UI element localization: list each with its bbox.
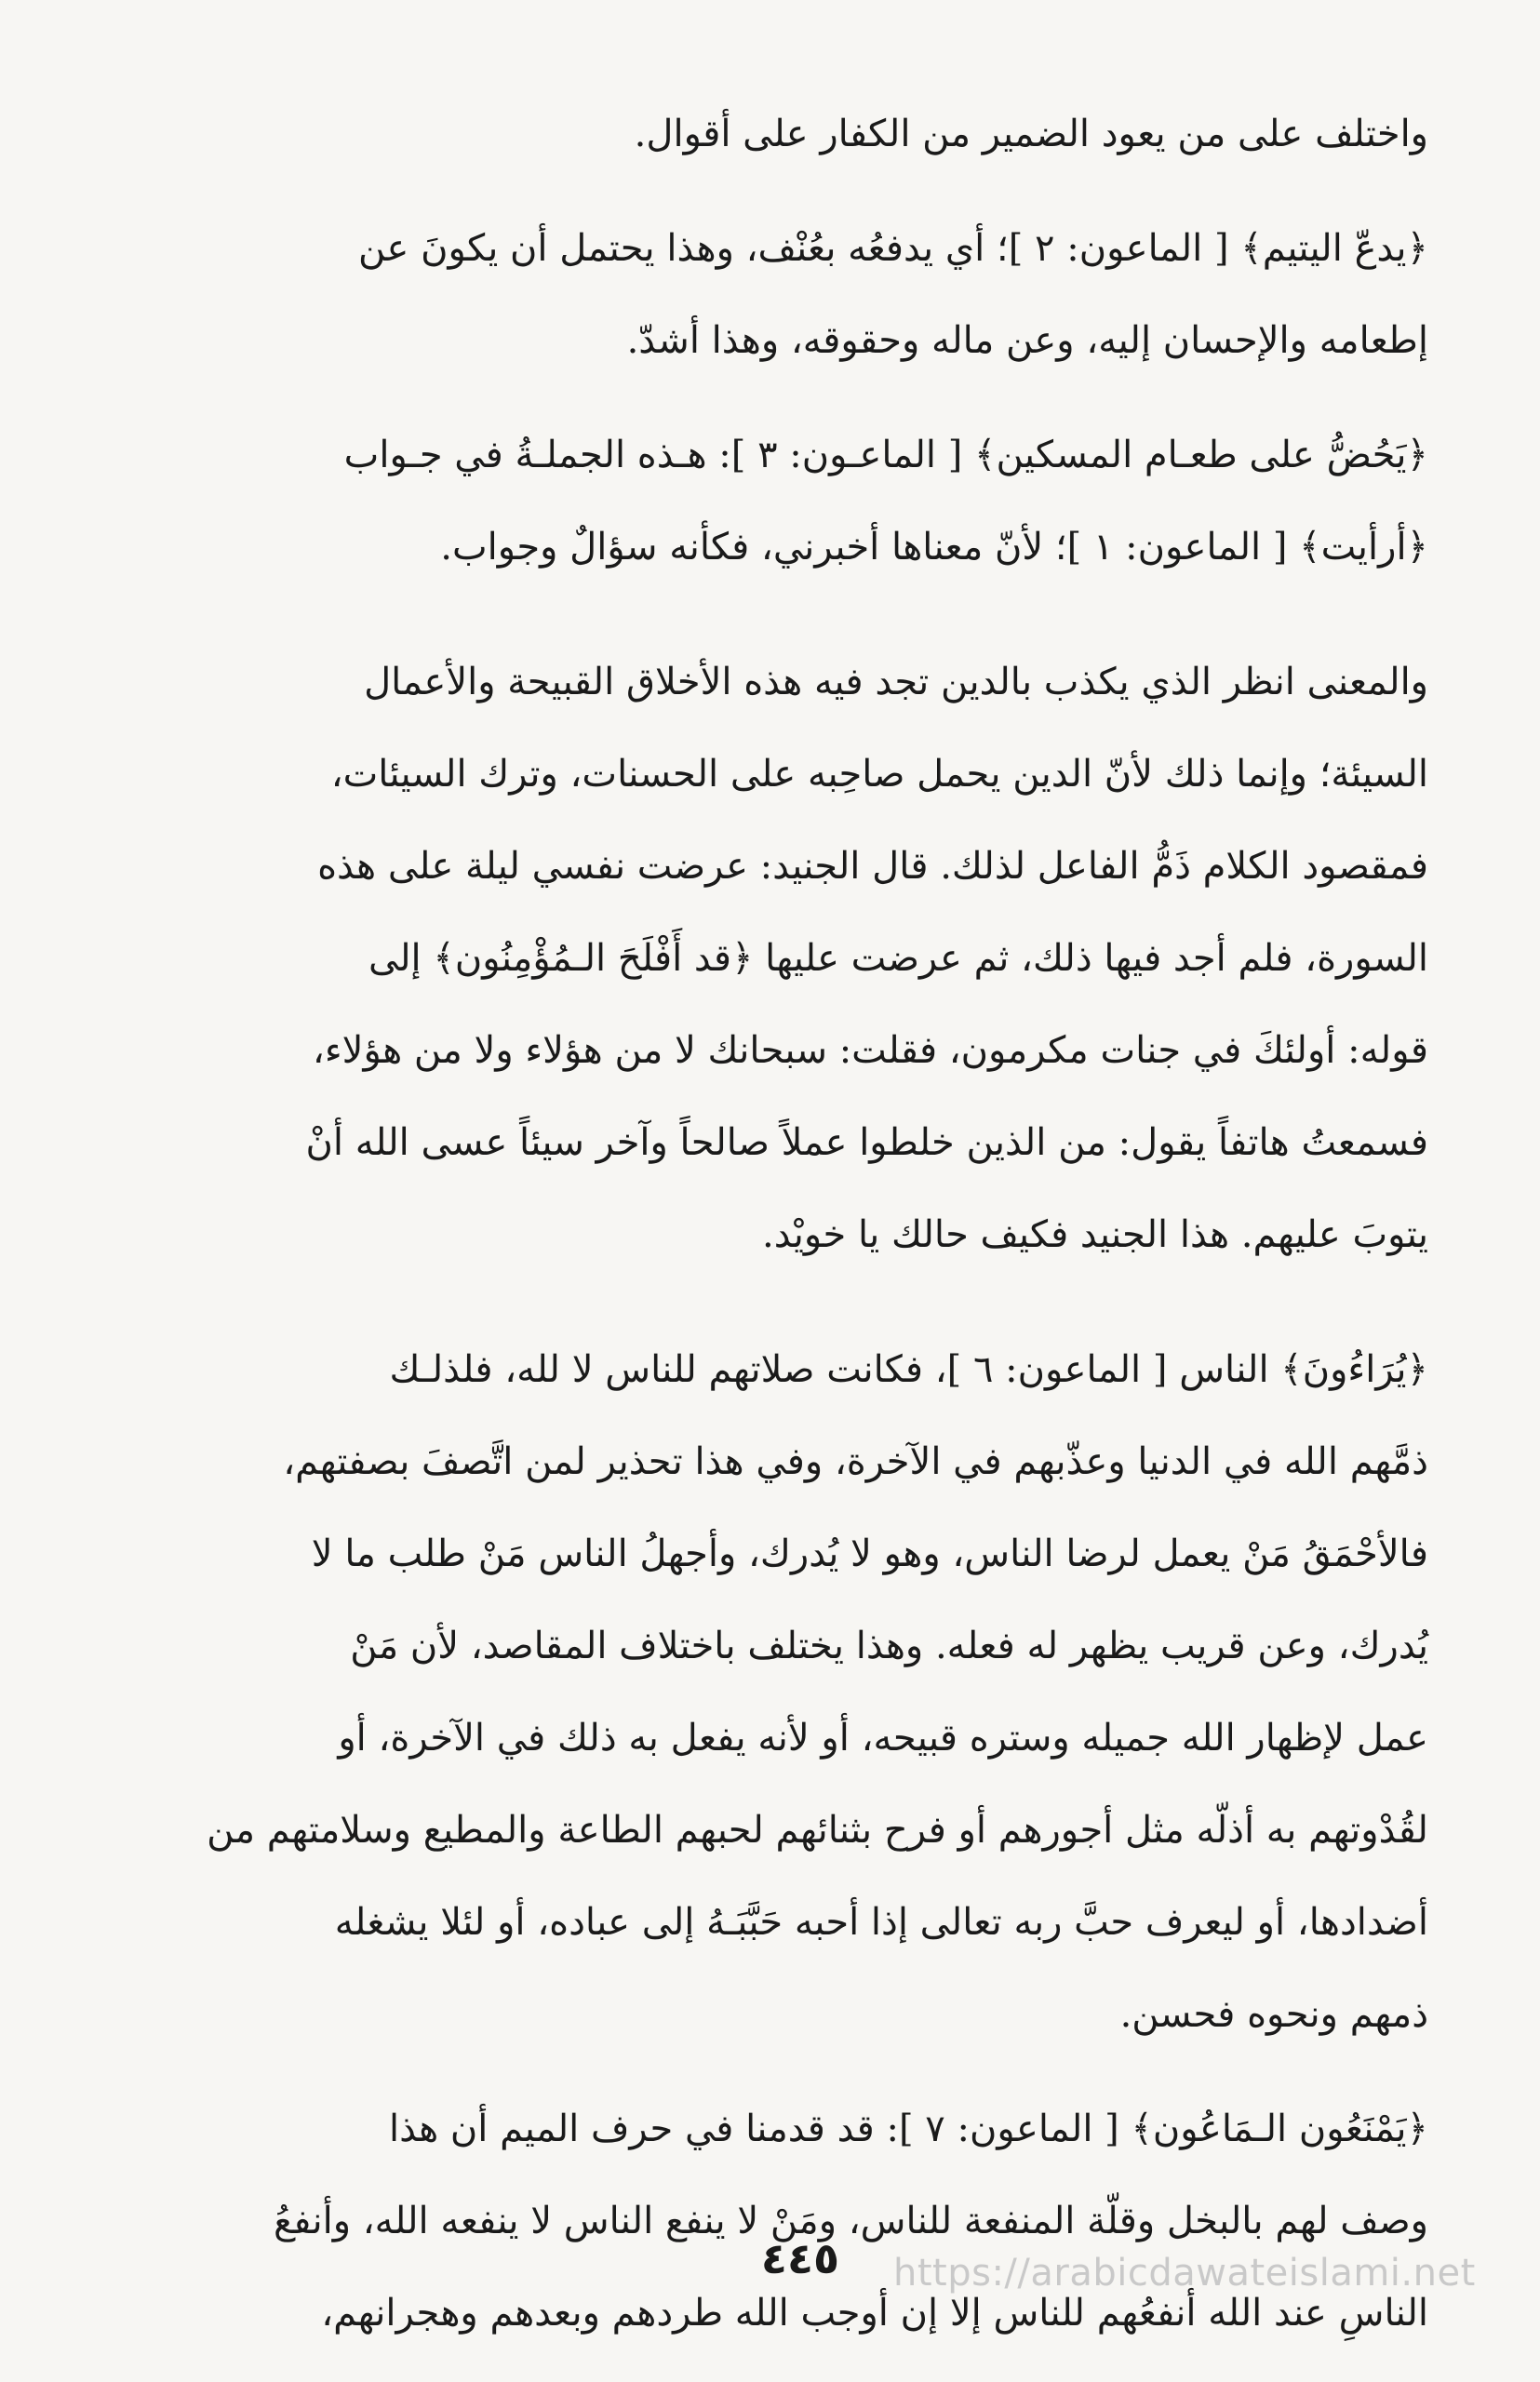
text-line: إطعامه والإحسان إليه، وعن ماله وحقوقه، وهذا أشدّ.	[626, 319, 1428, 362]
text-line: واختلف على من يعود الضمير من الكفار على أقوال.	[634, 113, 1428, 155]
text-line: ﴿يدعّ اليتيم﴾ [ الماعون: ٢ ]؛ أي يدفعُه بعُنْف، وهذا يحتمل أن يكونَ عن	[358, 227, 1428, 270]
text-line: ذمَّهم الله في الدنيا وعذّبهم في الآخرة، وفي هذا تحذير لمن اتَّصفَ بصفتهم،	[283, 1440, 1428, 1483]
text-line: السورة، فلم أجد فيها ذلك، ثم عرضت عليها ﴿قد أَفْلَحَ الـمُؤْمِنُون﴾ إلى	[368, 937, 1428, 980]
text-line: يُدرك، وعن قريب يظهر له فعله. وهذا يختلف باختلاف المقاصد، لأن مَنْ	[350, 1625, 1428, 1667]
paragraph-4	[116, 636, 1428, 1281]
text-line: السيئة؛ وإنما ذلك لأنّ الدين يحمل صاحِبه على الحسنات، وترك السيئات،	[330, 753, 1428, 796]
text-line: والمعنى انظر الذي يكذب بالدين تجد فيه هذه الأخلاق القبيحة والأعمال	[364, 661, 1428, 703]
text-line: فمقصود الكلام ذَمُّ الفاعل لذلك. قال الجنيد: عرضت نفسي ليلة على هذه	[317, 845, 1428, 888]
text-line: فالأحْمَقُ مَنْ يعمل لرضا الناس، وهو لا يُدرك، وأجهلُ الناس مَنْ طلب ما لا	[311, 1532, 1428, 1575]
text-line: يتوبَ عليهم. هذا الجنيد فكيف حالك يا خويْد.	[762, 1213, 1428, 1256]
paragraph-5	[116, 1324, 1428, 2061]
text-line: قوله: أولئكَ في جنات مكرمون، فقلت: سبحانك لا من هؤلاء ولا من هؤلاء،	[312, 1029, 1428, 1072]
text-line: الناسِ عند الله أنفعُهم للناس إلا إن أوجب الله طردهم وبعدهم وهجرانهم،	[321, 2292, 1428, 2335]
paragraph-6	[116, 2083, 1428, 2360]
text-line: لقُدْوتهم به أذلّه مثل أجورهم أو فرح بثنائهم لحبهم الطاعة والمطيع وسلامتهم من	[207, 1809, 1428, 1852]
paragraph-1	[116, 88, 1428, 181]
page-number: ٤٤٥	[760, 2233, 840, 2283]
paragraph-3	[116, 409, 1428, 594]
text-line: عمل لإظهار الله جميله وستره قبيحه، أو لأنه يفعل به ذلك في الآخرة، أو	[338, 1717, 1428, 1760]
paragraph-2	[116, 203, 1428, 387]
text-line: فسمعتُ هاتفاً يقول: من الذين خلطوا عملاً صالحاً وآخر سيئاً عسى الله أنْ	[305, 1121, 1428, 1164]
text-line: ﴿يُرَاءُونَ﴾ الناس [ الماعون: ٦ ]، فكانت صلاتهم للناس لا لله، فلذلـك	[389, 1348, 1428, 1391]
text-line: أضدادها، أو ليعرف حبَّ ربه تعالى إذا أحبه حَبَّبَـهُ إلى عباده، أو لئلا يشغله	[334, 1901, 1428, 1944]
text-line: ﴿يَمْنَعُون الـمَاعُون﴾ [ الماعون: ٧ ]: قد قدمنا في حرف الميم أن هذا	[389, 2108, 1428, 2150]
text-line: ﴿يَحُضُّ على طعـام المسكين﴾ [ الماعـون: ٣ ]: هـذه الجملـةُ في جـواب	[343, 434, 1428, 476]
page-body	[116, 88, 1428, 2382]
text-line: ﴿أرأيت﴾ [ الماعون: ١ ]؛ لأنّ معناها أخبرني، فكأنه سؤالٌ وجواب.	[440, 526, 1428, 569]
text-line: وصف لهم بالبخل وقلّة المنفعة للناس، ومَنْ لا ينفع الناس لا ينفعه الله، وأنفعُ	[273, 2200, 1428, 2242]
text-line: ذمهم ونحوه فحسن.	[1119, 1993, 1428, 2036]
watermark: https://arabicdawateislami.net	[893, 2252, 1476, 2295]
